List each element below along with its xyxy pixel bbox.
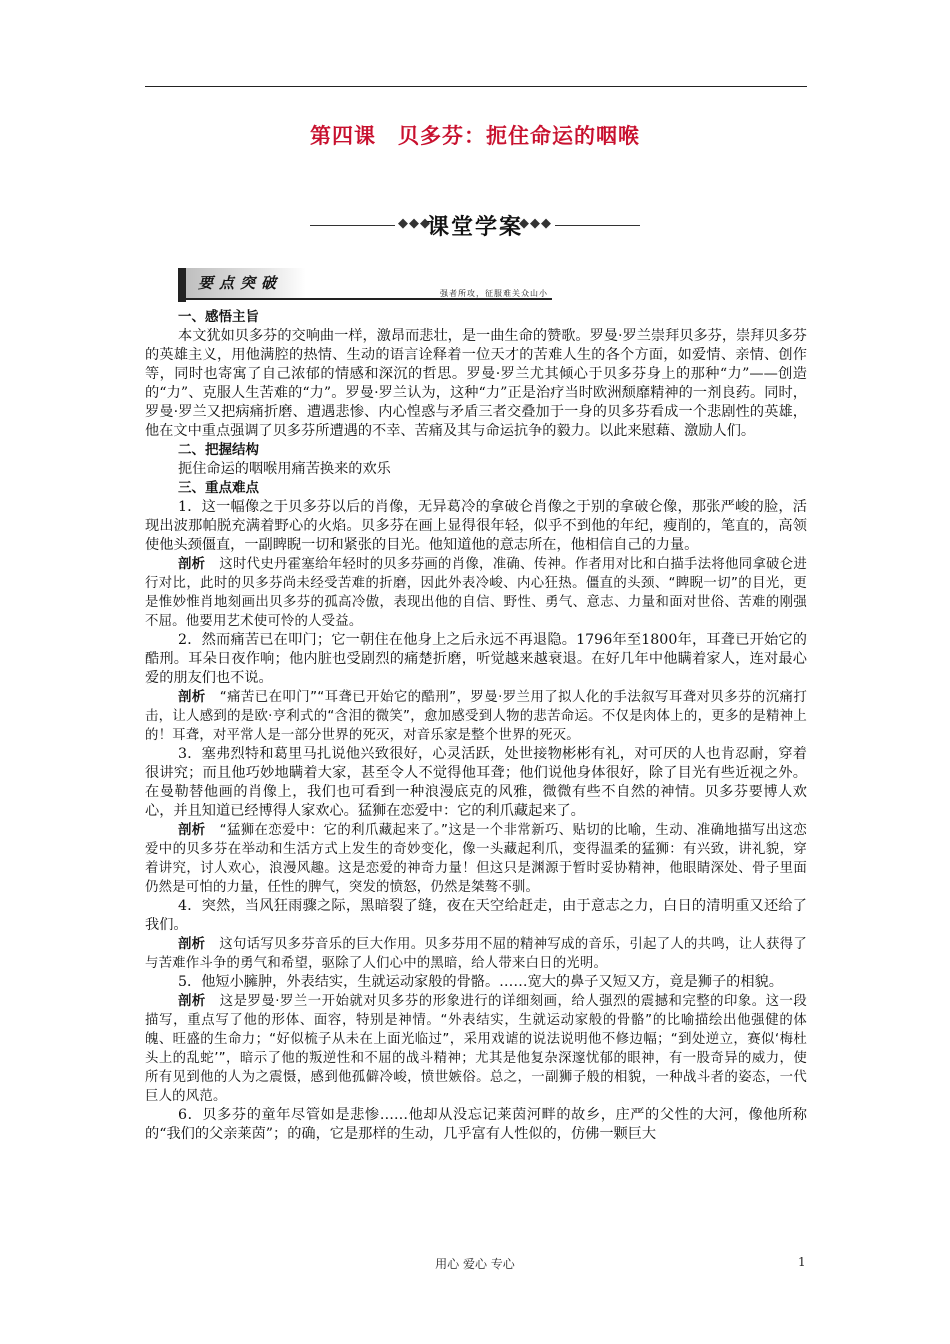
- analysis-text: 这句话写贝多芬音乐的巨大作用。贝多芬用不屈的精神写成的音乐，引起了人的共鸣，让人获得了与苦难作斗争的勇气和希望，驱除了人们心中的黑暗，给人带来白日的光明。: [145, 937, 807, 971]
- analysis-lead: 剖析: [178, 937, 206, 952]
- analysis-3: [145, 821, 807, 897]
- quote-4: 4．突然，当风狂雨骤之际，黑暗裂了缝，夜在天空给赶走，由于意志之力，白日的清明重又还给了我们。: [145, 898, 807, 933]
- paragraph-theme: 本文犹如贝多芬的交响曲一样，激昂而悲壮，是一曲生命的赞歌。罗曼·罗兰崇拜贝多芬，崇拜贝多芬的英雄主义，用他满腔的热情、生动的语言诠释着一位天才的苦难人生的各个方面，如爱情、亲情、创作等，同时也寄寓了自己浓郁的情感和深沉的哲思。罗曼·罗兰尤其倾心于贝多芬身上的那种“力”——创造的“力”、克服人生苦难的“力”。罗曼·罗兰认为，这种“力”正是治疗当时欧洲颓靡精神的一剂良药。同时，罗曼·罗兰又把病痛折磨、遭遇悲惨、内心惶惑与矛盾三者交叠加于一身的贝多芬看成一个悲剧性的英雄，他在文中重点强调了贝多芬所遭遇的不幸、苦痛及其与命运抗争的毅力。以此来慰藉、激励人们。: [145, 328, 807, 439]
- heading-theme: 一、感悟主旨: [178, 309, 259, 325]
- quote-5: 5．他短小臃肿，外表结实，生就运动家般的骨骼。……宽大的鼻子又短又方，竟是狮子的相貌。: [178, 974, 783, 990]
- analysis-text: 这时代史丹霍塞给年轻时的贝多芬画的肖像，准确、传神。作者用对比和白描手法将他同拿破仑进行对比，此时的贝多芬尚未经受苦难的折磨，因此外表冷峻、内心狂热。僵直的头颈、“睥睨一切”的目光，更是惟妙惟肖地刻画出贝多芬的孤高冷傲，表现出他的自信、野性、勇气、意志、力量和面对世俗、苦难的刚强不屈。他要用艺术使可怜的人受益。: [145, 557, 807, 629]
- banner-motto: 强者所攻，征服难关众山小: [440, 289, 548, 298]
- analysis-lead: 剖析: [178, 823, 206, 838]
- header-rule: [145, 86, 807, 87]
- lesson-name: 贝多芬：扼住命运的咽喉: [398, 124, 640, 148]
- key-points-banner: [178, 268, 552, 302]
- analysis-5: [145, 992, 807, 1106]
- section-label: 课堂学案: [426, 215, 523, 240]
- quote-1: 1．这一幅像之于贝多芬以后的肖像，无异葛冷的拿破仑肖像之于别的拿破仑像，那张严峻的脸，活现出波那帕脱充满着野心的火焰。贝多芬在画上显得很年轻，似乎不到他的年纪，瘦削的，笔直的，高领使他头颈僵直，一副睥睨一切和紧张的目光。他知道他的意志所在，他相信自己的力量。: [145, 499, 807, 553]
- quote-2: 2．然而痛苦已在叩门；它一朝住在他身上之后永远不再退隐。1796年至1800年，耳聋已开始它的酷刑。耳朵日夜作响；他内脏也受剧烈的痛楚折磨，听觉越来越衰退。在好几年中他瞒着家人，连对最心爱的朋友们也不说。: [145, 632, 807, 686]
- heading-structure: 二、把握结构: [178, 442, 259, 458]
- quote-3: 3．塞弗烈特和葛里马扎说他兴致很好，心灵活跃，处世接物彬彬有礼，对可厌的人也肯忍耐，穿着很讲究；而且他巧妙地瞒着大家，甚至令人不觉得他耳聋；他们说他身体很好，除了目光有些近视之外。在曼勒替他画的肖像上，我们也可看到一种浪漫底克的风雅，微微有些不自然的神情。贝多芬要博人欢心，并且知道已经博得人家欢心。猛狮在恋爱中：它的利爪藏起来了。: [145, 746, 807, 819]
- banner-bar: [178, 268, 186, 302]
- diamond-ornament-right-icon: ◆◆◆: [519, 216, 552, 231]
- analysis-text: “猛狮在恋爱中：它的利爪藏起来了。”这是一个非常新巧、贴切的比喻，生动、准确地描写出这恋爱中的贝多芬在举动和生活方式上发生的奇妙变化，像一头藏起利爪，变得温柔的猛狮：有兴致，讲礼貌，穿着讲究，讨人欢心，浪漫风趣。这是恋爱的神奇力量！但这只是渊源于暂时妥协精神，他眼睛深处、骨子里面仍然是可怕的力量，任性的脾气，突发的愤怒，仍然是桀骜不驯。: [145, 823, 807, 895]
- analysis-lead: 剖析: [178, 994, 206, 1009]
- heading-key-points: 三、重点难点: [178, 480, 259, 496]
- analysis-lead: 剖析: [178, 690, 206, 705]
- banner-label: 要点突破: [198, 274, 283, 292]
- lesson-number: 第四课: [310, 124, 376, 148]
- analysis-2: [145, 688, 807, 745]
- main-content: [145, 308, 807, 1144]
- analysis-text: “痛苦已在叩门”“耳聋已开始它的酷刑”，罗曼·罗兰用了拟人化的手法叙写耳聋对贝多芬的沉痛打击，让人感到的是欧·亨利式的“含泪的微笑”，愈加感受到人物的悲苦命运。不仅是肉体上的，更多的是精神上的！耳聋，对平常人是一部分世界的死灭，对音乐家是整个世界的死灭。: [145, 690, 807, 743]
- section-header: [310, 208, 640, 244]
- lesson-title: [0, 120, 950, 150]
- analysis-lead: 剖析: [178, 557, 206, 572]
- quote-6: 6．贝多芬的童年尽管如是悲惨……他却从没忘记莱茵河畔的故乡，庄严的父性的大河，像他所称的“我们的父亲莱茵”；的确，它是那样的生动，几乎富有人性似的，仿佛一颗巨大: [145, 1107, 807, 1142]
- diamond-ornament-left-icon: ◆◆◆: [398, 216, 431, 231]
- analysis-4: [145, 935, 807, 973]
- analysis-text: 这是罗曼·罗兰一开始就对贝多芬的形象进行的详细刻画，给人强烈的震撼和完整的印象。这一段描写，重点写了他的形体、面容，特别是神情。“外表结实，生就运动家般的骨骼”的比喻描绘出他强健的体魄、旺盛的生命力；“好似梳子从未在上面光临过”，采用戏谑的说法说明他不修边幅；“到处逆立，赛似‘梅杜头上的乱蛇’”，暗示了他的叛逆性和不屈的战斗精神；尤其是他复杂深邃忧郁的眼神，有一股奇异的威力，使所有见到他的人为之震慑，感到他孤僻冷峻，愤世嫉俗。总之，一副狮子般的相貌，一种战斗者的姿态，一代巨人的风范。: [145, 994, 808, 1104]
- analysis-1: [145, 555, 807, 631]
- paragraph-structure: 扼住命运的咽喉用痛苦换来的欢乐: [178, 461, 391, 477]
- page-number: 1: [798, 1255, 806, 1269]
- page-footer: 用心 爱心 专心: [435, 1257, 515, 1271]
- section-line-right: [555, 225, 640, 226]
